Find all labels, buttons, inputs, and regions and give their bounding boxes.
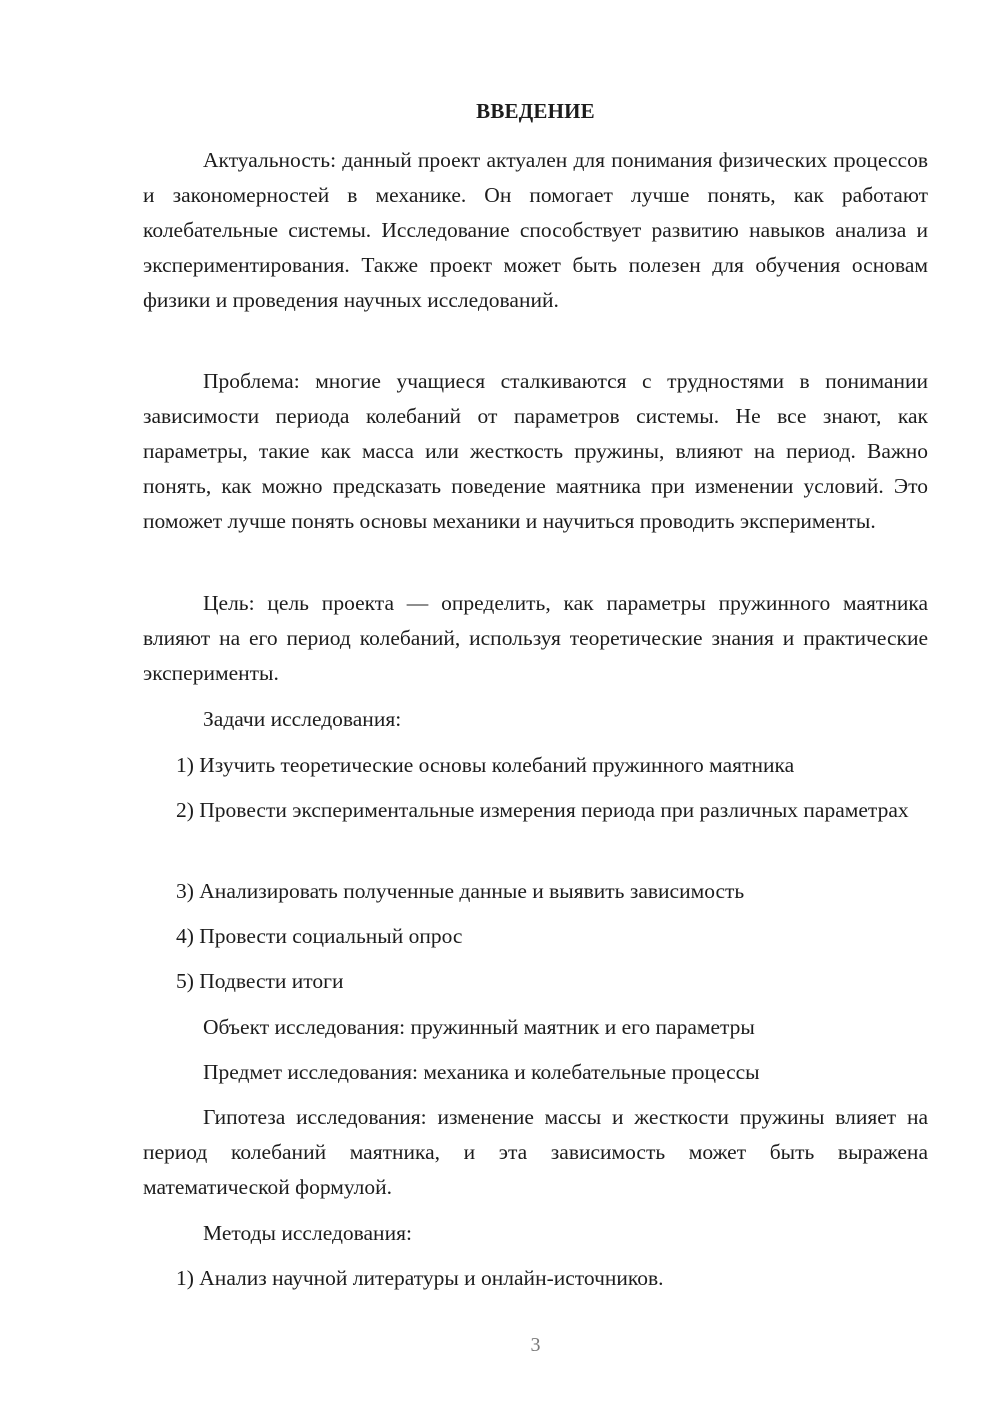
method-item-1: 1) Анализ научной литературы и онлайн-источников.: [176, 1266, 664, 1290]
subject-line: Предмет исследования: механика и колебательные процессы: [203, 1060, 760, 1084]
methods-heading: Методы исследования:: [203, 1221, 412, 1245]
relevance-paragraph: Актуальность: данный проект актуален для понимания физических процессов и закономерностей в механике. Он помогает лучше понять, как работают колебательные системы. Исследование способствует развитию навыков анализа и экспериментирования. Также проект может быть полезен для обучения основам физики и проведения научных исследований.: [143, 148, 928, 312]
goal-paragraph: Цель: цель проекта — определить, как параметры пружинного маятника влияют на его период колебаний, используя теоретические знания и практические эксперименты.: [143, 591, 928, 685]
task-item-2: 2) Провести экспериментальные измерения периода при различных параметрах: [176, 798, 909, 822]
tasks-heading: Задачи исследования:: [203, 707, 402, 731]
document-page: [143, 0, 928, 1414]
page-number: 3: [530, 1334, 541, 1356]
section-title: ВВЕДЕНИЕ: [476, 99, 595, 123]
problem-paragraph: Проблема: многие учащиеся сталкиваются с трудностями в понимании зависимости периода колебаний от параметров системы. Не все знают, как параметры, такие как масса или жесткость пружины, влияют на период. Важно понять, как можно предсказать поведение маятника при изменении условий. Это поможет лучше понять основы механики и научиться проводить эксперименты.: [143, 369, 928, 533]
task-item-1: 1) Изучить теоретические основы колебаний пружинного маятника: [176, 753, 795, 777]
task-item-5: 5) Подвести итоги: [176, 969, 344, 993]
hypothesis-paragraph: Гипотеза исследования: изменение массы и жесткости пружины влияет на период колебаний маятника, и эта зависимость может быть выражена математической формулой.: [143, 1105, 928, 1199]
task-item-4: 4) Провести социальный опрос: [176, 924, 463, 948]
task-item-3: 3) Анализировать полученные данные и выявить зависимость: [176, 879, 745, 903]
object-line: Объект исследования: пружинный маятник и его параметры: [203, 1015, 755, 1039]
